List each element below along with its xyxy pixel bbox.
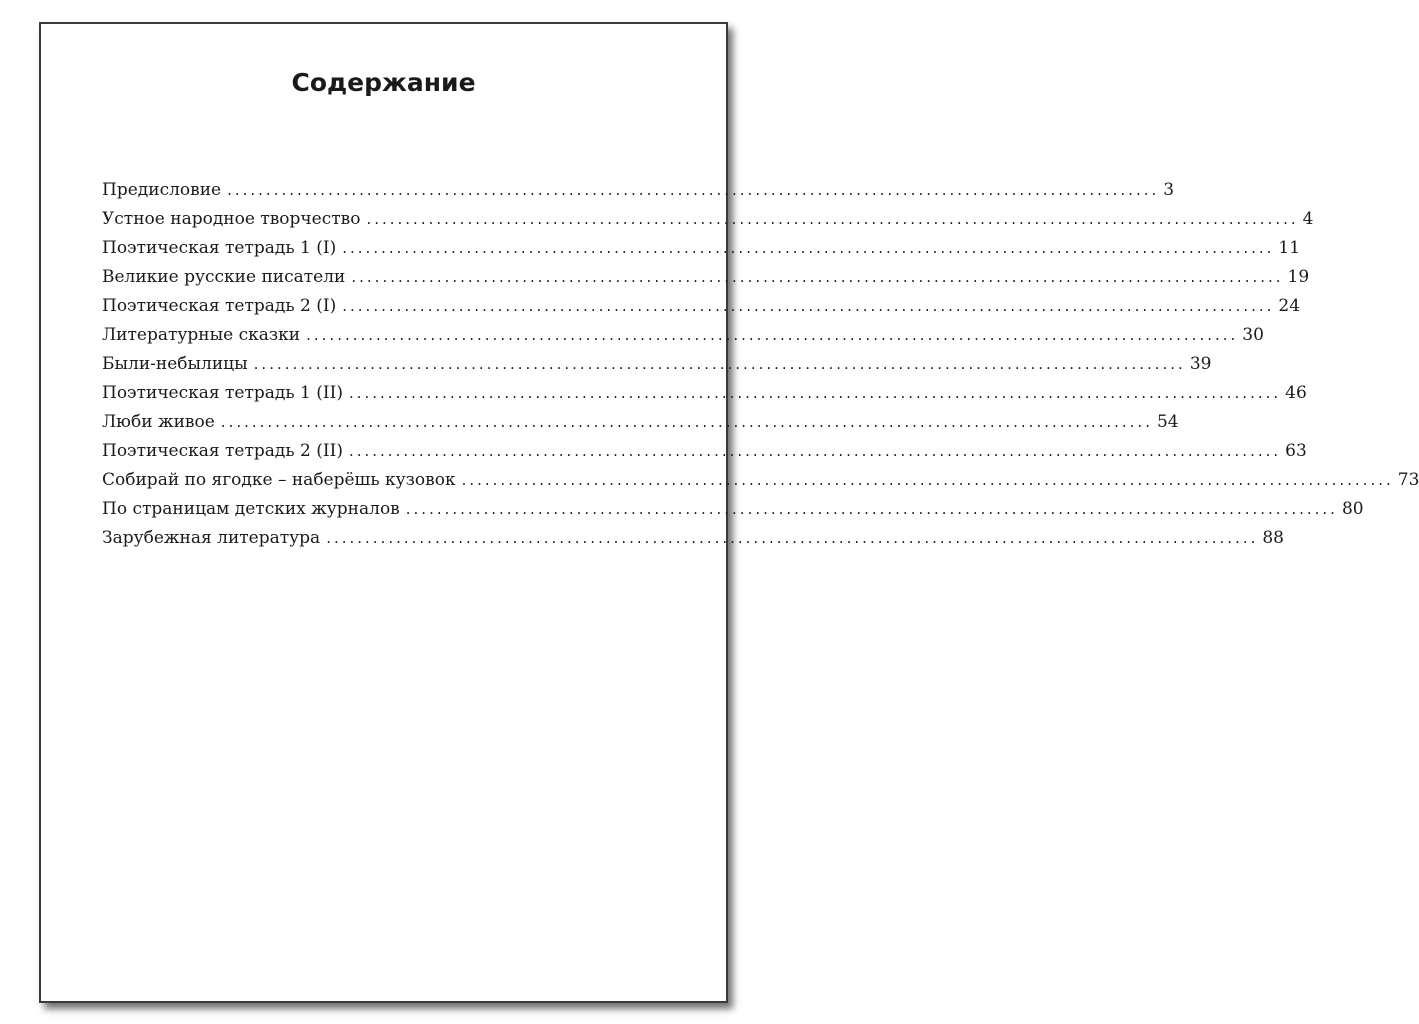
- toc-entry-page: 63: [1285, 441, 1307, 461]
- toc-entry: [102, 238, 1301, 267]
- toc-entry: [102, 354, 1212, 383]
- toc-entry-page: 4: [1302, 209, 1314, 229]
- table-of-contents: [102, 180, 1419, 557]
- toc-entry: [102, 209, 1314, 238]
- toc-entry-page: 24: [1278, 296, 1301, 316]
- toc-entry-title: Великие русские писатели: [102, 267, 346, 287]
- dot-leader: ........................................................................................................................: [348, 384, 1282, 402]
- toc-entry-page: 54: [1156, 412, 1179, 432]
- dot-leader: ........................................................................................................................: [405, 500, 1338, 518]
- toc-entry-title: Предисловие: [102, 180, 222, 200]
- toc-entry-page: 73: [1397, 470, 1419, 490]
- toc-entry: [102, 267, 1310, 296]
- toc-entry-title: Литературные сказки: [102, 325, 301, 345]
- toc-entry-title: По страницам детских журналов: [102, 499, 400, 519]
- toc-entry-title: Поэтическая тетрадь 2 (II): [102, 441, 343, 461]
- toc-entry-title: Устное народное творчество: [102, 209, 361, 229]
- toc-entry: [102, 325, 1264, 354]
- dot-leader: ........................................................................................................................: [326, 529, 1259, 547]
- toc-entry: [102, 412, 1179, 441]
- toc-entry-page: 30: [1242, 325, 1264, 345]
- toc-entry-page: 19: [1287, 267, 1310, 287]
- toc-entry-page: 39: [1189, 354, 1212, 374]
- dot-leader: ........................................................................................................................: [342, 239, 1275, 257]
- toc-entry: [102, 180, 1175, 209]
- toc-entry-title: Поэтическая тетрадь 1 (II): [102, 383, 343, 403]
- toc-entry-title: Были-небылицы: [102, 354, 248, 374]
- toc-entry: [102, 441, 1307, 470]
- toc-entry: [102, 296, 1301, 325]
- toc-entry-title: Люби живое: [102, 412, 215, 432]
- dot-leader: ........................................................................................................................: [461, 471, 1394, 489]
- toc-entry-page: 3: [1163, 180, 1175, 200]
- dot-leader: ........................................................................................................................: [253, 355, 1186, 373]
- document-page: [39, 22, 1419, 1003]
- toc-entry: [102, 499, 1364, 528]
- dot-leader: ........................................................................................................................: [227, 181, 1160, 199]
- toc-entry-title: Собирай по ягодке – наберёшь кузовок: [102, 470, 456, 490]
- dot-leader: ........................................................................................................................: [306, 326, 1239, 344]
- toc-entry: [102, 528, 1284, 557]
- toc-entry-page: 11: [1278, 238, 1301, 258]
- dot-leader: ........................................................................................................................: [342, 297, 1275, 315]
- page-title: Содержание: [291, 68, 476, 97]
- toc-entry-title: Зарубежная литература: [102, 528, 321, 548]
- toc-entry-page: 80: [1341, 499, 1364, 519]
- dot-leader: ........................................................................................................................: [351, 268, 1284, 286]
- toc-entry: [102, 383, 1307, 412]
- toc-entry: [102, 470, 1419, 499]
- toc-entry-title: Поэтическая тетрадь 1 (I): [102, 238, 337, 258]
- toc-entry-page: 88: [1262, 528, 1284, 548]
- dot-leader: ........................................................................................................................: [220, 413, 1153, 431]
- toc-entry-title: Поэтическая тетрадь 2 (I): [102, 296, 337, 316]
- dot-leader: ........................................................................................................................: [348, 442, 1282, 460]
- toc-entry-page: 46: [1285, 383, 1307, 403]
- dot-leader: ........................................................................................................................: [366, 210, 1299, 228]
